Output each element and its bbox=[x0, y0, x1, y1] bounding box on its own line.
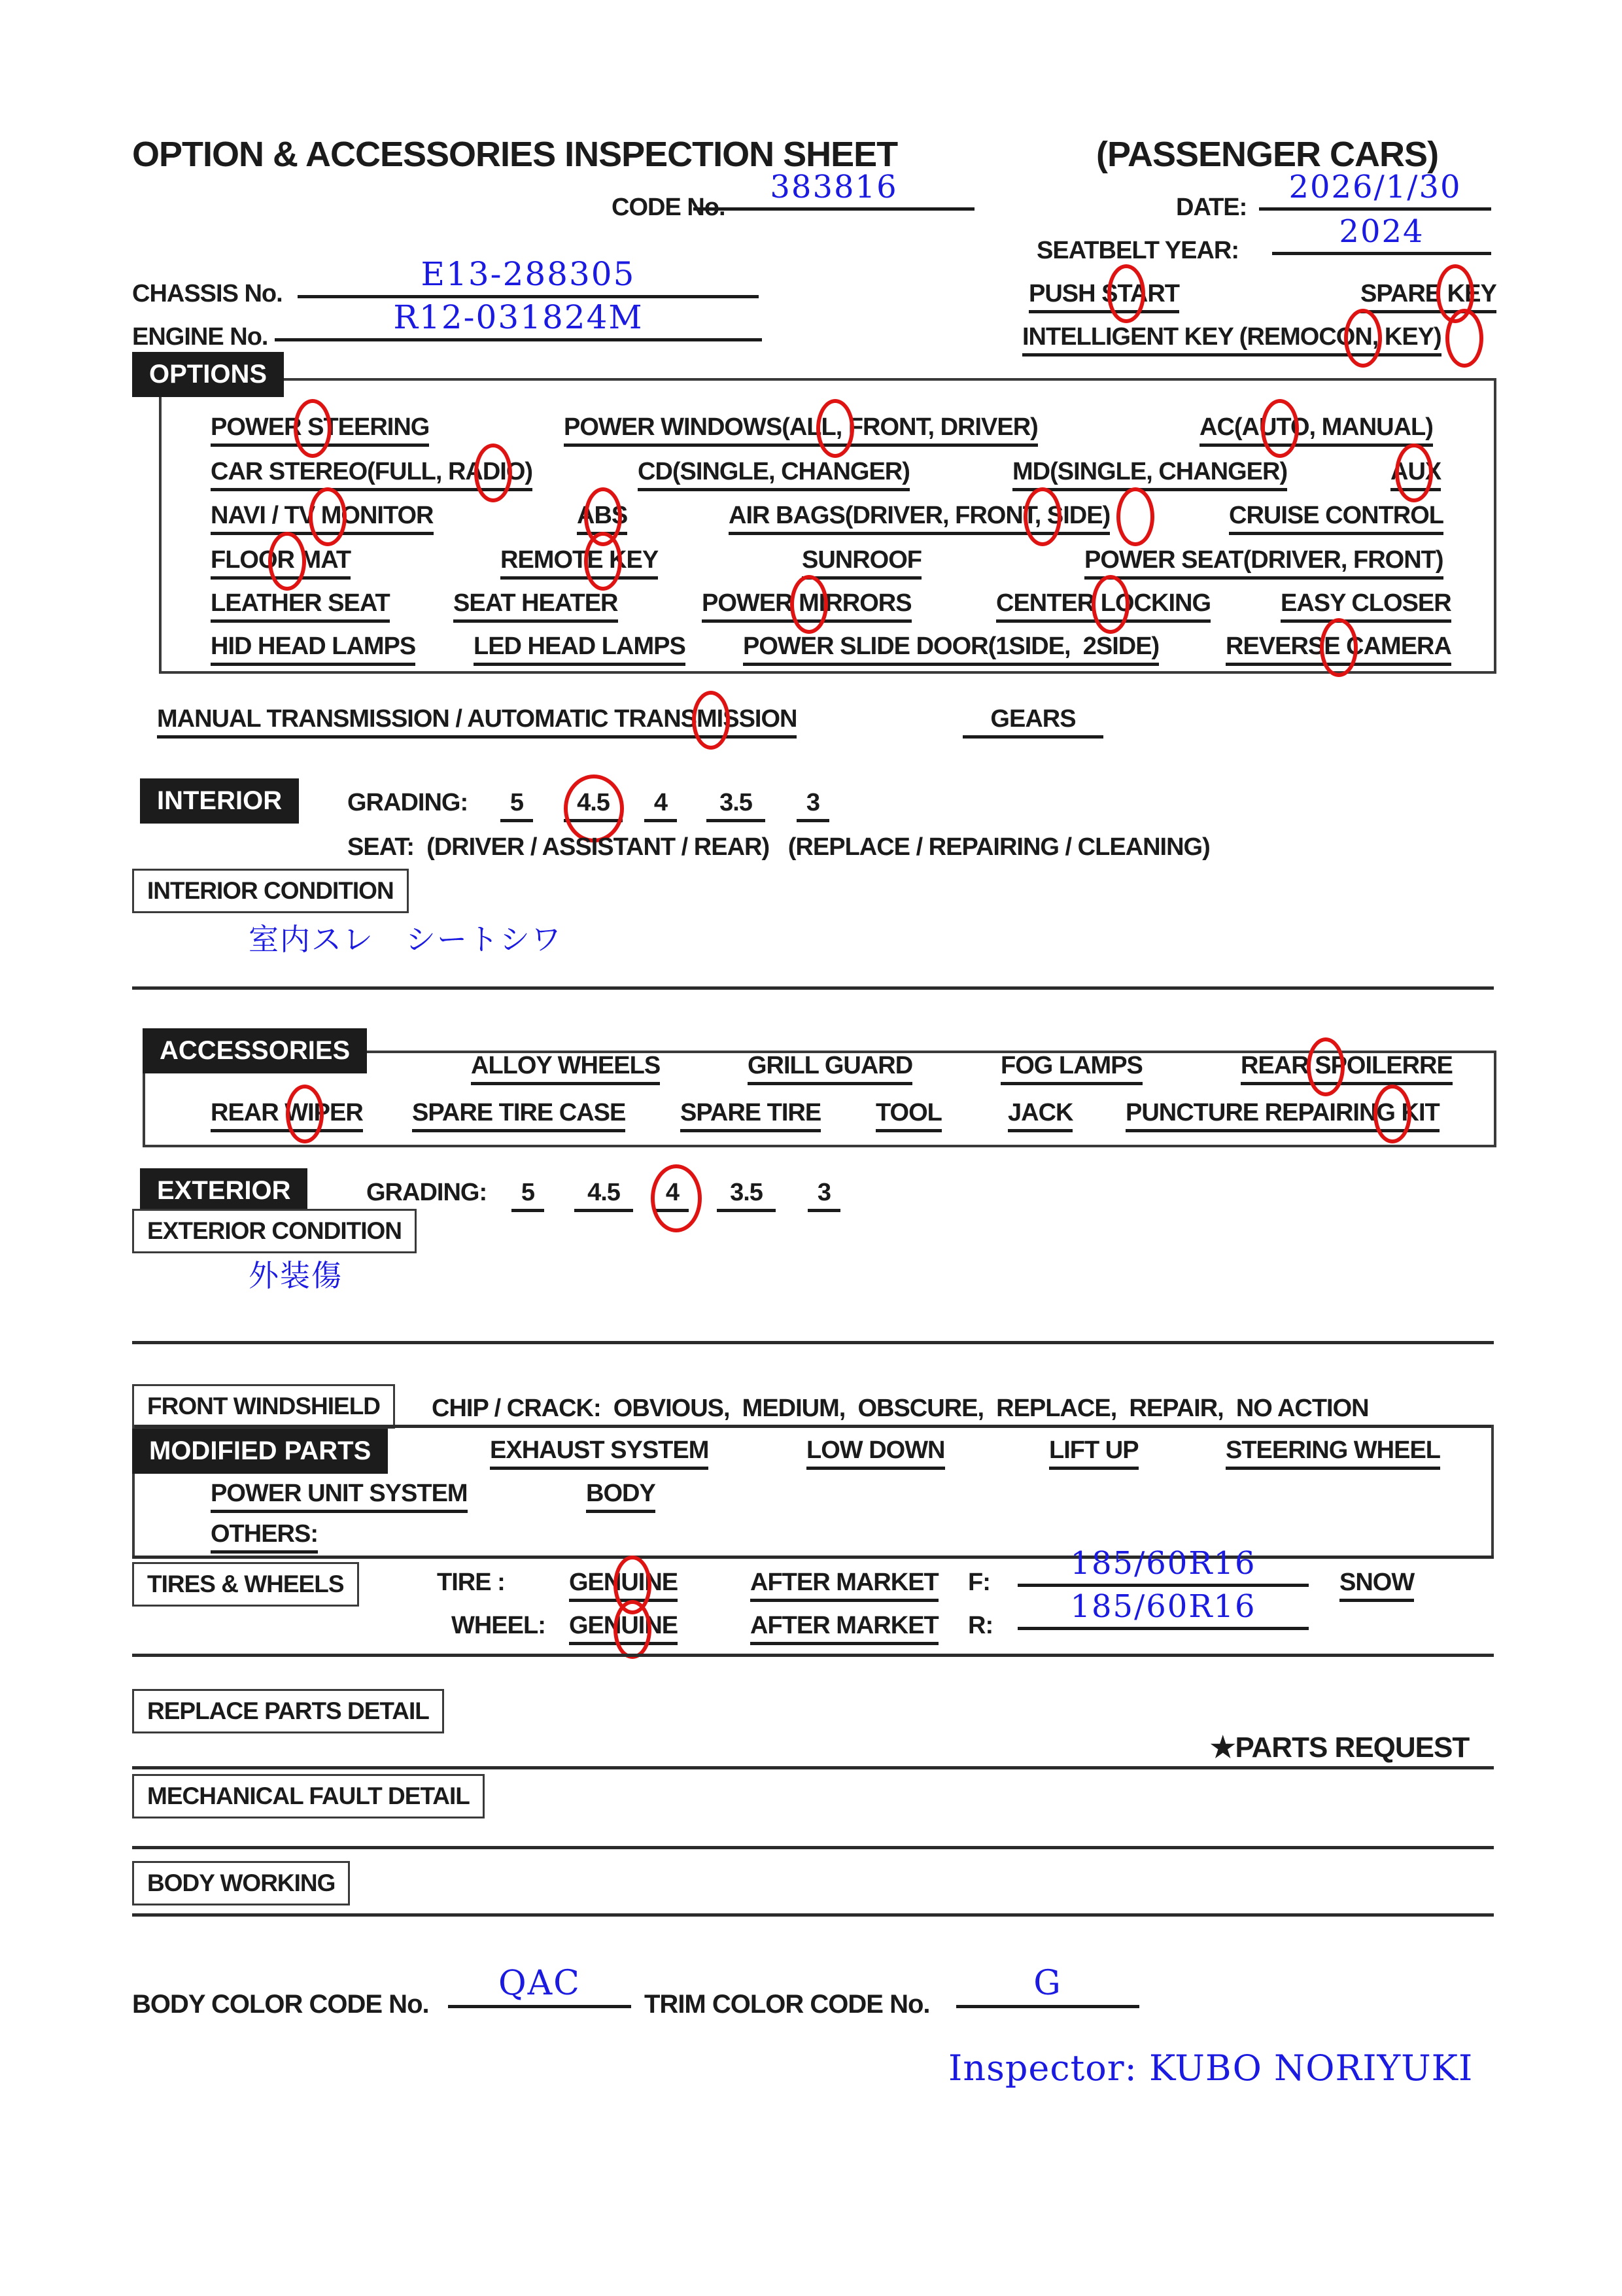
red-circle-key bbox=[1445, 309, 1483, 368]
interior-seat-line: SEAT: (DRIVER / ASSISTANT / REAR) (REPLACE / REPAIRING / CLEANING) bbox=[347, 833, 1210, 861]
body-color-code-label: BODY COLOR CODE No. bbox=[132, 1990, 429, 2019]
divider-4 bbox=[132, 1766, 1494, 1769]
accessory-alloy-wheels: ALLOY WHEELS bbox=[471, 1052, 660, 1085]
red-circle-power-windows-all bbox=[816, 399, 854, 458]
option-center-locking: CENTER LOCKING bbox=[996, 589, 1211, 623]
intelligent-key-item: INTELLIGENT KEY (REMOCON, KEY) bbox=[1022, 323, 1441, 357]
push-start-item: PUSH START bbox=[1029, 280, 1179, 313]
modified-parts-top-border bbox=[132, 1425, 1494, 1428]
divider-3 bbox=[132, 1654, 1494, 1657]
red-circle-rear-spoiler bbox=[1307, 1037, 1345, 1096]
divider-5 bbox=[132, 1846, 1494, 1849]
modified-others-label: OTHERS: bbox=[211, 1520, 318, 1554]
red-circle-ac-auto bbox=[1261, 399, 1299, 458]
option-md: MD(SINGLE, CHANGER) bbox=[1012, 458, 1287, 491]
red-circle-center-locking bbox=[1092, 575, 1130, 634]
wheel-after-market: AFTER MARKET bbox=[750, 1612, 939, 1645]
red-circle-reverse-camera bbox=[1320, 618, 1358, 677]
accessories-section-label: ACCESSORIES bbox=[143, 1028, 367, 1073]
option-power-seat: POWER SEAT(DRIVER, FRONT) bbox=[1084, 546, 1443, 580]
wheel-genuine: GENUINE bbox=[569, 1612, 678, 1645]
interior-grade-5: 5 bbox=[500, 789, 533, 822]
accessory-rear-spoiler: REAR SPOILERRE bbox=[1241, 1052, 1453, 1085]
option-led-head-lamps: LED HEAD LAMPS bbox=[474, 633, 685, 666]
option-cd: CD(SINGLE, CHANGER) bbox=[638, 458, 910, 491]
gears-label: GEARS bbox=[963, 705, 1103, 739]
accessory-rear-wiper: REAR WIPER bbox=[211, 1099, 363, 1132]
accessory-puncture-kit: PUNCTURE REPAIRING KIT bbox=[1126, 1099, 1440, 1132]
exterior-condition-label: EXTERIOR CONDITION bbox=[132, 1209, 417, 1253]
tire-label: TIRE : bbox=[437, 1569, 505, 1596]
exterior-condition-note: 外装傷 bbox=[249, 1258, 343, 1293]
red-circle-floor-mat bbox=[268, 532, 306, 591]
red-circle-puncture-kit bbox=[1373, 1085, 1411, 1143]
option-easy-closer: EASY CLOSER bbox=[1281, 589, 1451, 623]
divider-1 bbox=[132, 986, 1494, 990]
modified-power-unit-system: POWER UNIT SYSTEM bbox=[211, 1480, 468, 1513]
interior-grade-3: 3 bbox=[797, 789, 829, 822]
code-no-value: 383816 bbox=[693, 169, 975, 211]
exterior-grading-label: GRADING: bbox=[366, 1179, 487, 1206]
interior-condition-note: 室内スレ シートシワ bbox=[249, 922, 562, 957]
wheel-label: WHEEL: bbox=[451, 1612, 545, 1639]
tires-wheels-label: TIRES & WHEELS bbox=[132, 1562, 359, 1607]
rear-size-label: R: bbox=[968, 1612, 993, 1639]
accessory-jack: JACK bbox=[1008, 1099, 1073, 1132]
modified-lift-up: LIFT UP bbox=[1049, 1436, 1139, 1470]
front-size-label: F: bbox=[968, 1569, 990, 1596]
red-circle-exterior-grade bbox=[651, 1164, 702, 1232]
exterior-section-label: EXTERIOR bbox=[140, 1168, 307, 1213]
spare-key-item: SPARE KEY bbox=[1360, 280, 1496, 313]
option-air-bags: AIR BAGS(DRIVER, FRONT, SIDE) bbox=[729, 502, 1110, 535]
seatbelt-year-label: SEATBELT YEAR: bbox=[1037, 237, 1239, 264]
interior-grade-3-5: 3.5 bbox=[706, 789, 765, 822]
exterior-grade-4: 4 bbox=[656, 1179, 689, 1212]
red-circle-power-mirrors bbox=[790, 575, 828, 634]
option-power-steering: POWER STEERING bbox=[211, 413, 429, 447]
red-circle-wheel-genuine bbox=[613, 1600, 651, 1659]
body-working-label: BODY WORKING bbox=[132, 1861, 350, 1905]
option-car-stereo: CAR STEREO(FULL, RADIO) bbox=[211, 458, 532, 491]
exterior-grade-4-5: 4.5 bbox=[574, 1179, 633, 1212]
option-navi-tv: NAVI / TV MONITOR bbox=[211, 502, 434, 535]
option-floor-mat: FLOOR MAT bbox=[211, 546, 351, 580]
rear-tire-size-value: 185/60R16 bbox=[1018, 1588, 1309, 1630]
option-hid-head-lamps: HID HEAD LAMPS bbox=[211, 633, 415, 666]
interior-section-label: INTERIOR bbox=[140, 778, 299, 824]
modified-exhaust-system: EXHAUST SYSTEM bbox=[490, 1436, 708, 1470]
option-ac: AC(AUTO, MANUAL) bbox=[1199, 413, 1433, 447]
option-aux: AUX bbox=[1390, 458, 1441, 491]
date-value: 2026/1/30 bbox=[1259, 169, 1491, 211]
divider-2 bbox=[132, 1341, 1494, 1344]
red-circle-navi-tv bbox=[309, 487, 347, 546]
engine-no-label: ENGINE No. bbox=[132, 323, 268, 351]
interior-grading-label: GRADING: bbox=[347, 789, 468, 816]
modified-body: BODY bbox=[586, 1480, 655, 1513]
red-circle-rear-wiper bbox=[286, 1085, 324, 1143]
red-circle-car-stereo-radio bbox=[474, 444, 512, 502]
red-circle-aux bbox=[1395, 444, 1433, 502]
red-circle-push-start bbox=[1107, 264, 1145, 323]
accessory-tool: TOOL bbox=[876, 1099, 942, 1132]
red-circle-power-steering bbox=[294, 399, 332, 458]
modified-steering-wheel: STEERING WHEEL bbox=[1226, 1436, 1440, 1470]
accessory-fog-lamps: FOG LAMPS bbox=[1001, 1052, 1143, 1085]
divider-6 bbox=[132, 1913, 1494, 1917]
date-label: DATE: bbox=[1176, 194, 1247, 221]
red-circle-automatic-transmission bbox=[692, 691, 730, 750]
red-circle-airbags-front bbox=[1024, 487, 1061, 546]
seatbelt-year-value: 2024 bbox=[1272, 213, 1491, 255]
option-leather-seat: LEATHER SEAT bbox=[211, 589, 390, 623]
tire-after-market: AFTER MARKET bbox=[750, 1569, 939, 1602]
option-cruise-control: CRUISE CONTROL bbox=[1229, 502, 1443, 535]
option-remote-key: REMOTE KEY bbox=[500, 546, 658, 580]
snow-option: SNOW bbox=[1339, 1569, 1414, 1602]
option-sunroof: SUNROOF bbox=[802, 546, 922, 580]
chassis-no-label: CHASSIS No. bbox=[132, 280, 283, 307]
trim-color-code-value: G bbox=[956, 1964, 1139, 2008]
accessory-spare-tire: SPARE TIRE bbox=[680, 1099, 821, 1132]
front-windshield-options: CHIP / CRACK: OBVIOUS, MEDIUM, OBSCURE, REPLACE, REPAIR, NO ACTION bbox=[432, 1395, 1369, 1422]
body-color-code-value: QAC bbox=[448, 1964, 631, 2008]
replace-parts-detail-label: REPLACE PARTS DETAIL bbox=[132, 1689, 444, 1733]
red-circle-remocon bbox=[1344, 309, 1382, 368]
red-circle-interior-grade bbox=[564, 774, 624, 843]
page-subtitle: (PASSENGER CARS) bbox=[1096, 135, 1439, 174]
engine-no-value: R12-031824M bbox=[275, 298, 762, 341]
page-title: OPTION & ACCESSORIES INSPECTION SHEET bbox=[132, 135, 898, 174]
trim-color-code-label: TRIM COLOR CODE No. bbox=[644, 1990, 930, 2019]
accessory-spare-tire-case: SPARE TIRE CASE bbox=[412, 1099, 625, 1132]
code-no-label: CODE No. bbox=[612, 194, 725, 221]
options-section-label: OPTIONS bbox=[132, 352, 284, 397]
mechanical-fault-detail-label: MECHANICAL FAULT DETAIL bbox=[132, 1774, 485, 1818]
interior-grade-4-5: 4.5 bbox=[564, 789, 623, 822]
red-circle-airbags-side bbox=[1116, 487, 1154, 546]
interior-condition-label: INTERIOR CONDITION bbox=[132, 869, 409, 913]
chassis-no-value: E13-288305 bbox=[298, 255, 759, 298]
interior-grade-4: 4 bbox=[644, 789, 677, 822]
tire-genuine: GENUINE bbox=[569, 1569, 678, 1602]
parts-request-label: ★PARTS REQUEST bbox=[1210, 1731, 1470, 1764]
accessory-grill-guard: GRILL GUARD bbox=[748, 1052, 912, 1085]
option-power-slide-door: POWER SLIDE DOOR(1SIDE, 2SIDE) bbox=[743, 633, 1159, 666]
inspector-signature: Inspector: KUBO NORIYUKI bbox=[948, 2047, 1474, 2089]
exterior-grade-5: 5 bbox=[511, 1179, 544, 1212]
option-seat-heater: SEAT HEATER bbox=[453, 589, 618, 623]
modified-parts-right-border bbox=[1491, 1425, 1494, 1557]
option-power-windows: POWER WINDOWS(ALL, FRONT, DRIVER) bbox=[564, 413, 1038, 447]
red-circle-remote-key bbox=[584, 532, 622, 591]
front-windshield-label: FRONT WINDSHIELD bbox=[132, 1384, 395, 1429]
exterior-grade-3: 3 bbox=[808, 1179, 840, 1212]
exterior-grade-3-5: 3.5 bbox=[717, 1179, 776, 1212]
option-abs: ABS bbox=[577, 502, 627, 535]
modified-parts-section-label: MODIFIED PARTS bbox=[132, 1429, 388, 1474]
transmission-line: MANUAL TRANSMISSION / AUTOMATIC TRANSMISSION bbox=[157, 705, 797, 739]
option-reverse-camera: REVERSE CAMERA bbox=[1226, 633, 1451, 666]
modified-low-down: LOW DOWN bbox=[806, 1436, 945, 1470]
option-power-mirrors: POWER MIRRORS bbox=[702, 589, 912, 623]
front-tire-size-value: 185/60R16 bbox=[1018, 1545, 1309, 1587]
